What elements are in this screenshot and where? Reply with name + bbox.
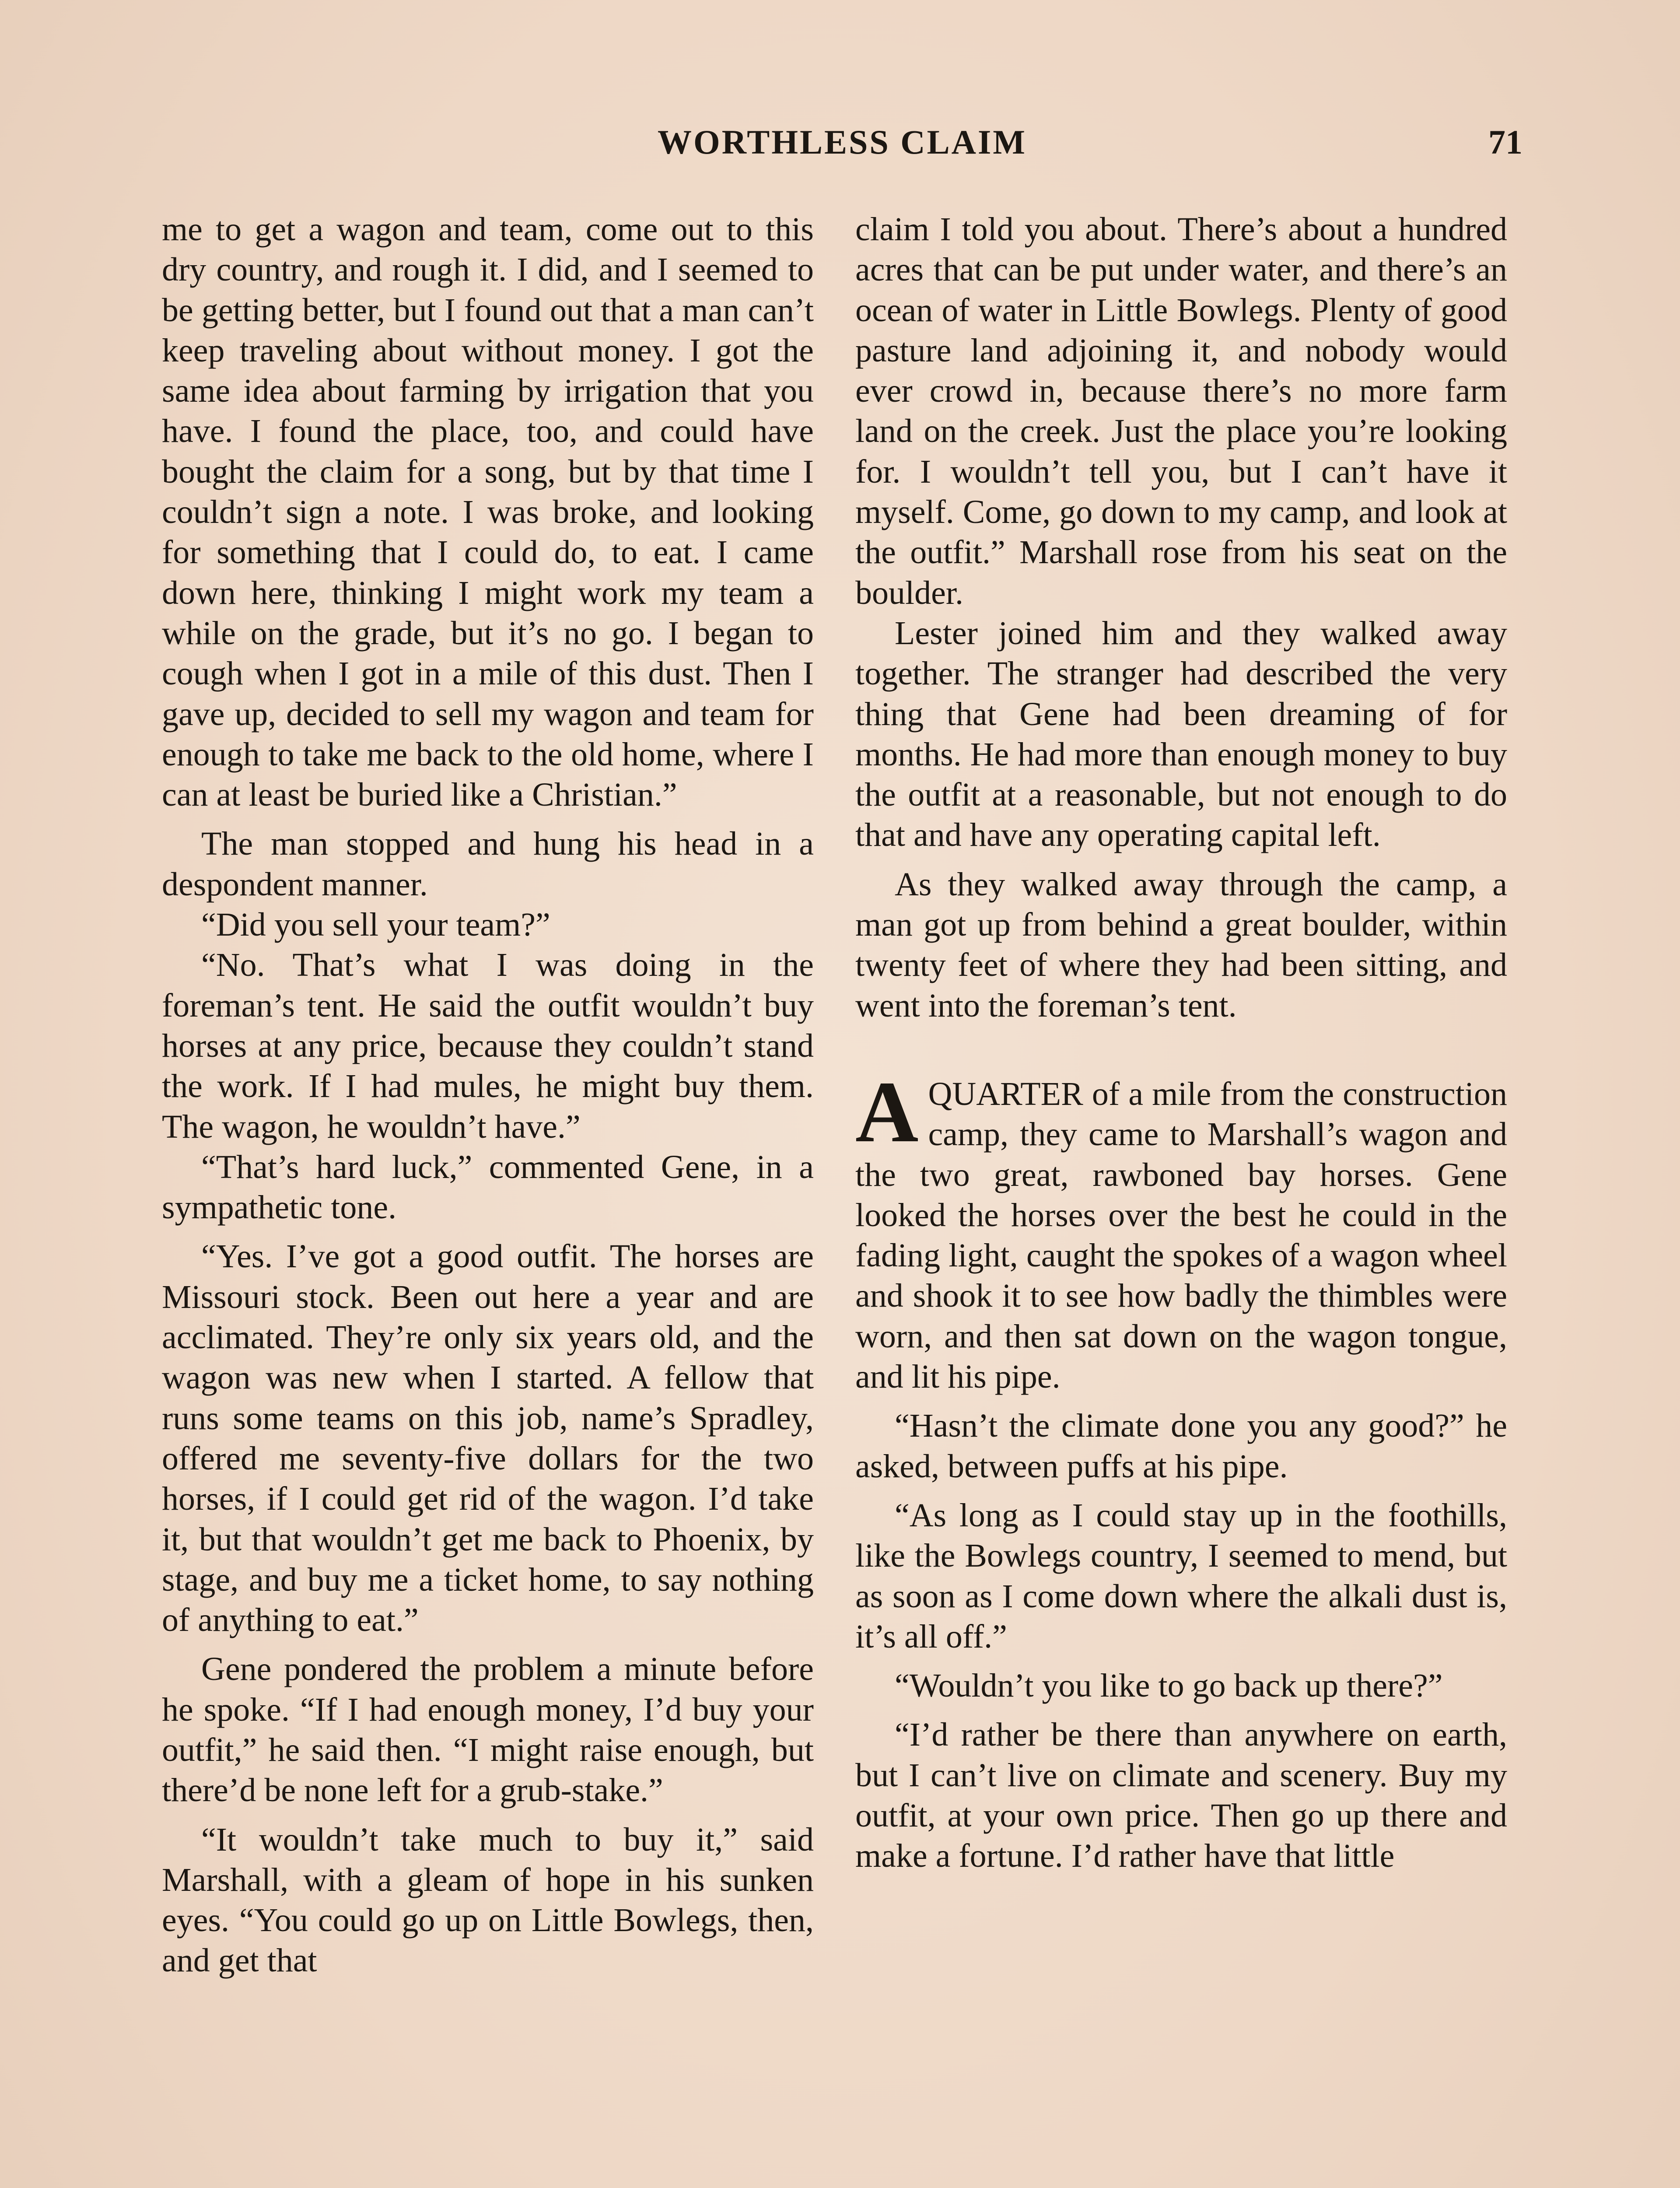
paragraph: me to get a wagon and team, come out to this dry country, and rough it. I did, and I seemed to be getting better, but I found out that a man can’t keep traveling about without money. I got the same idea about farming by irrigation that you have. I found the place, too, and could have bought the claim for a song, but by that time I couldn’t sign a note. I was broke, and looking for something that I could do, to eat. I came down here, thinking I might work my team a while on the grade, but it’s no go. I began to cough when I got in a mile of this dust. Then I gave up, decided to sell my wagon and team for enough to take me back to the old home, where I can at least be buried like a Christian.” xyxy=(162,211,814,813)
page-header xyxy=(162,123,1522,171)
paragraph: “It wouldn’t take much to buy it,” said Marshall, with a gleam of hope in his sunken eyes. “You could go up on Little Bowlegs, then, and get that xyxy=(162,1821,814,1979)
right-column xyxy=(855,209,1507,1876)
page-number: 71 xyxy=(1488,123,1522,161)
paragraph: “Yes. I’ve got a good outfit. The horses are Missouri stock. Been out here a year and are acclimated. They’re only six years old, and the wagon was new when I started. A fellow that runs some teams on this job, name’s Spradley, offered me seventy-five dollars for the two horses, if I could get rid of the wagon. I’d take it, but that wouldn’t get me back to Phoenix, by stage, and buy me a ticket home, to say nothing of anything to eat.” xyxy=(162,1238,814,1639)
paragraph: “No. That’s what I was doing in the foreman’s tent. He said the outfit wouldn’t buy horses at any price, because they couldn’t stand the work. If I had mules, he might buy them. The wagon, he wouldn’t have.” xyxy=(162,947,814,1145)
paragraph: “Did you sell your team?” xyxy=(201,906,550,943)
section-opening-paragraph xyxy=(855,1063,1507,1397)
paragraph: The man stopped and hung his head in a despondent manner. xyxy=(162,825,814,903)
paragraph: “Hasn’t the climate done you any good?” he asked, between puffs at his pipe. xyxy=(855,1407,1507,1485)
paragraph: “Wouldn’t you like to go back up there?” xyxy=(895,1667,1443,1704)
paragraph: Gene pondered the problem a minute before he spoke. “If I had enough money, I’d buy your outfit,” he said then. “I might raise enough, but there’d be none left for a grub-stake.” xyxy=(162,1651,814,1809)
paragraph: As they walked away through the camp, a man got up from behind a great boulder, within twenty feet of where they had been sitting, and went into the foreman’s tent. xyxy=(855,866,1507,1024)
drop-cap: A xyxy=(855,1063,919,1161)
running-title: WORTHLESS CLAIM xyxy=(658,123,1027,161)
paragraph: claim I told you about. There’s about a hundred acres that can be put under water, and there’s an ocean of water in Little Bowlegs. Plenty of good pasture land adjoining it, and nobody would ever crowd in, because there’s no more farm land on the creek. Just the place you’re looking for. I wouldn’t tell you, but I can’t have it myself. Come, go down to my camp, and look at the outfit.” Marshall rose from his seat on the boulder. xyxy=(855,211,1507,611)
paragraph: “That’s hard luck,” commented Gene, in a sympathetic tone. xyxy=(162,1148,814,1226)
section-opening-text: QUARTER of a mile from the construction camp, they came to Marshall’s wagon and the two great, rawboned bay horses. Gene looked the horses over the best he could in the fading light, caught the spokes of a wagon wheel and shook it to see how badly the thimbles were worn, and then sat down on the wagon tongue, and lit his pipe. xyxy=(855,1075,1507,1396)
paragraph: “As long as I could stay up in the foothills, like the Bowlegs country, I seemed to mend, but as soon as I come down where the alkali dust is, it’s all off.” xyxy=(855,1497,1507,1655)
left-column xyxy=(162,209,814,1981)
paragraph: Lester joined him and they walked away together. The stranger had described the very thing that Gene had been dreaming of for months. He had more than enough money to buy the outfit at a reasonable, but not enough to do that and have any operating capital left. xyxy=(855,614,1507,854)
paragraph: “I’d rather be there than anywhere on earth, but I can’t live on climate and scenery. Buy my outfit, at your own price. Then go up there and make a fortune. I’d rather have that little xyxy=(855,1716,1507,1875)
